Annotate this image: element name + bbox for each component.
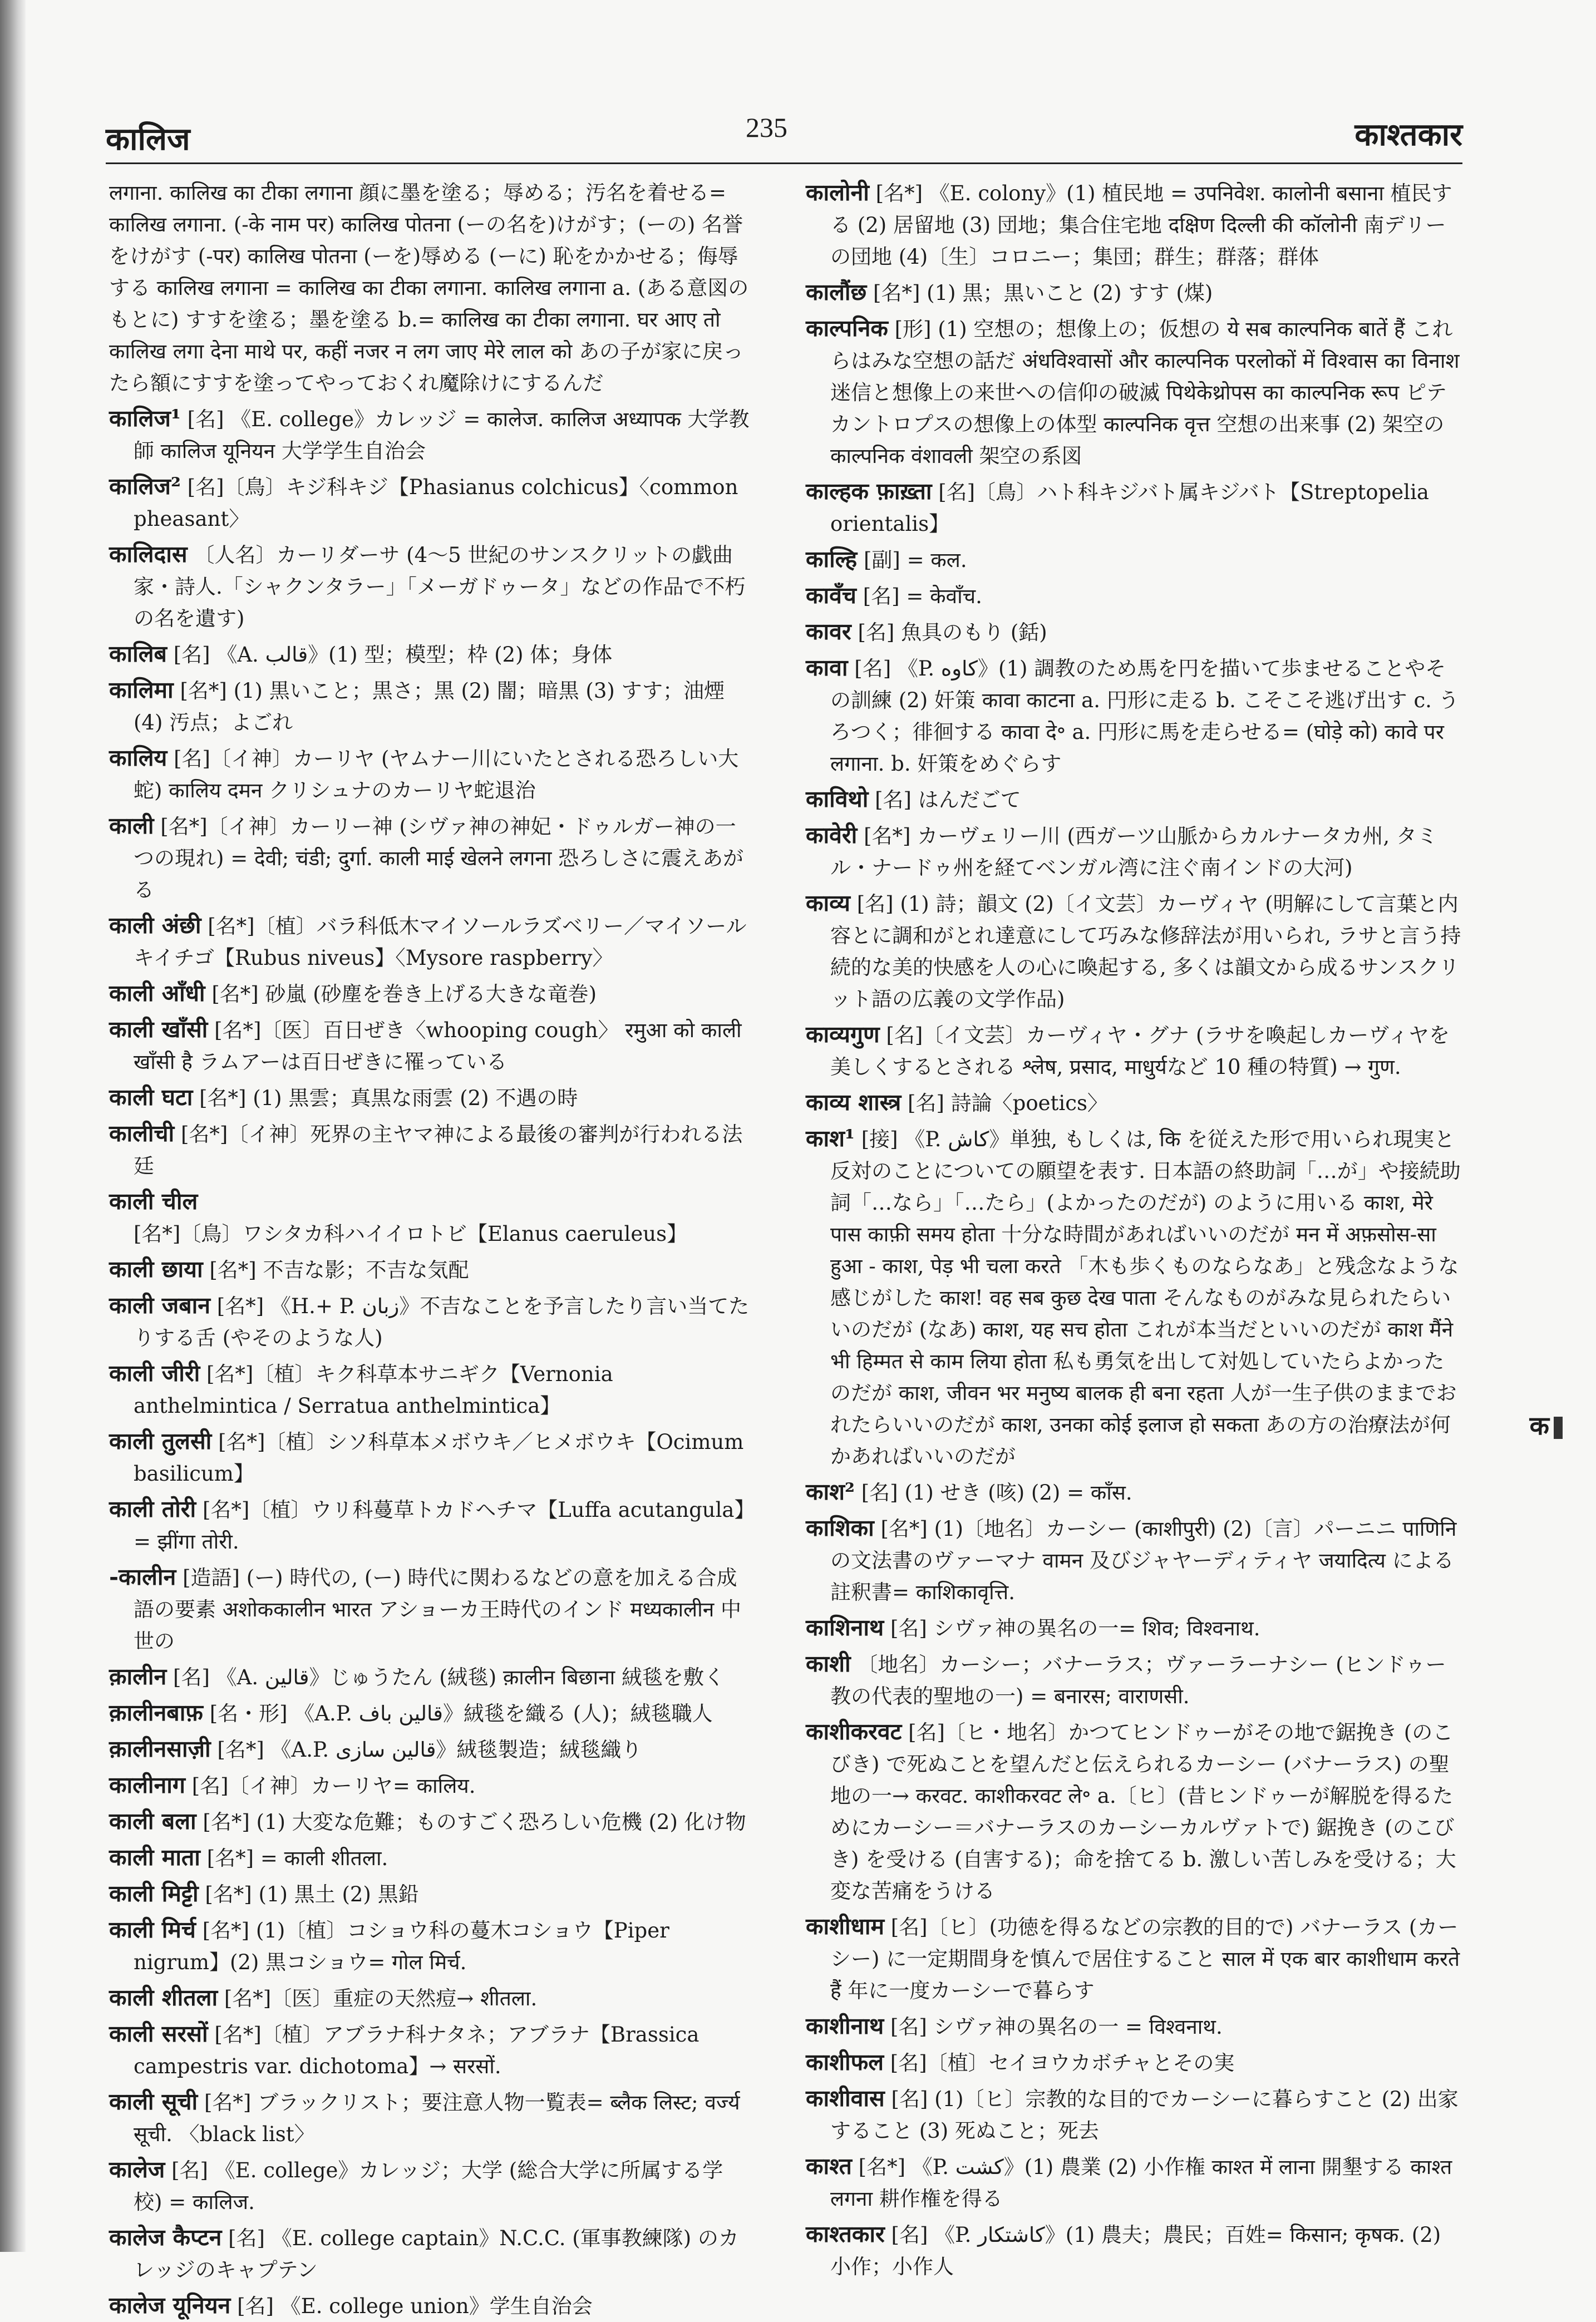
- dictionary-entry: [109, 1878, 750, 1910]
- dictionary-entry: [806, 2010, 1464, 2043]
- entry-definition: [名・形] 《A.P. قالين باف》絨毯を織る (人)；絨毯職人: [209, 1702, 713, 1726]
- entry-definition: [名]〔鳥〕キジ科キジ【Phasianus colchicus】〈common pheasant〉: [134, 475, 738, 531]
- page-number: 235: [746, 112, 787, 143]
- entry-definition: [名*] 砂嵐 (砂塵を巻き上げる大きな竜巻): [211, 982, 597, 1006]
- dictionary-entry: [109, 1561, 750, 1657]
- entry-headword: काली माता: [109, 1844, 200, 1871]
- entry-definition: [名] = केवाँच.: [863, 584, 982, 608]
- entry-definition: [名]〔ヒ〕(功徳を得るなどの宗教的目的で) バナーラス (カーシー) に一定期間身を慎んで居住すること साल में एक बार काशीधाम करते हैं 年に一度カーシーで暮らす: [830, 1915, 1460, 2003]
- dictionary-entry: [806, 1648, 1464, 1712]
- entry-definition: [名]〔イ神〕カーリヤ (ヤムナー川にいたとされる恐ろしい大蛇) कालिय दमन クリシュナのカーリヤ蛇退治: [134, 747, 739, 802]
- entry-headword: काशीफल: [806, 2049, 884, 2075]
- entry-definition: 〔地名〕カーシー；バナーラス；ヴァーラーナシー (ヒンドゥー教の代表的聖地の一) = बनारस; वाराणसी.: [830, 1653, 1446, 1708]
- entry-definition: [名*]〔医〕百日ぜき〈whooping cough〉 रमुआ को काली खाँसी है ラムアーは百日ぜきに罹っている: [134, 1018, 742, 1074]
- entry-headword: कालेज: [109, 2156, 165, 2183]
- dictionary-entry: [806, 2151, 1464, 2215]
- entry-headword: काश्तकार: [806, 2221, 885, 2247]
- entry-headword: क़ालीनसाज़ी: [109, 1736, 211, 1762]
- dictionary-entry: [806, 1612, 1464, 1644]
- entry-definition: [名*]〔イ神〕死界の主ヤマ神による最後の審判が行われる法廷: [134, 1122, 743, 1178]
- entry-definition: [名*] ブラックリスト；要注意人物一覧表= ब्लैक लिस्ट; वर्ज्य सूची. 〈black list〉: [134, 2091, 740, 2146]
- dictionary-entry: [109, 2154, 750, 2218]
- entry-definition: [名]〔ヒ・地名〕かつてヒンドゥーがその地で鋸挽き (のこびき) で死ぬことを望んだと伝えられるカーシー (バナーラス) の聖地の一→ करवट. काशीकरवट ले॰ a.〔ヒ〕(昔ヒンドゥーが解脱を得るためにカーシー＝バナーラスのカーシーカルヴァトで) 鋸挽き (のこびき) を受ける (自害する)；命を捨てる b. 激しい苦しみを受ける；大変な苦痛をうける: [830, 1720, 1456, 1903]
- entry-headword: काली छाया: [109, 1256, 203, 1283]
- entry-headword: कालिमा: [109, 677, 174, 703]
- entry-headword: काश्त: [806, 2153, 852, 2180]
- entry-headword: काली बला: [109, 1808, 196, 1835]
- entry-definition: [名*]〔植〕バラ科低木マイソールラズベリー／マイソールキイチゴ【Rubus niveus】〈Mysore raspberry〉: [134, 914, 747, 970]
- entry-headword: कालोनी: [806, 179, 869, 206]
- entry-definition: [名*] (1) 黒土 (2) 黒鉛: [205, 1882, 419, 1906]
- entry-definition: [名] 《E. college》カレッジ；大学 (総合大学に所属する学校) = कालिज.: [134, 2158, 723, 2214]
- entry-definition: [名]〔イ文芸〕カーヴィヤ・グナ (ラサを喚起しカーヴィヤを美しくするとされる श्लेष, प्रसाद, माधुर्यなど 10 種の特質) → गुण.: [830, 1023, 1450, 1079]
- left-guide-word: कालिज: [106, 121, 190, 157]
- entry-headword: काशीकरवट: [806, 1718, 902, 1745]
- dictionary-entry: [109, 403, 750, 467]
- entry-headword: कालेज कैप्टन: [109, 2224, 222, 2251]
- entry-headword: काल्पनिक: [806, 315, 888, 342]
- dictionary-entry: [109, 810, 750, 906]
- dictionary-entry: [109, 1254, 750, 1286]
- entry-headword: क़ालीनबाफ़: [109, 1699, 203, 1726]
- right-guide-word: काश्तकार: [1354, 116, 1462, 153]
- entry-definition: [名*]〔植〕ウリ科蔓草トカドヘチマ【Luffa acutangula】= झींगा तोरी.: [134, 1498, 745, 1554]
- dictionary-entry: [109, 1493, 750, 1557]
- entry-definition: [名*] カーヴェリー川 (西ガーツ山脈からカルナータカ州, タミル・ナードゥ州を経てベンガル湾に注ぐ南インドの大河): [830, 824, 1437, 880]
- entry-definition: [名*] = काली शीतला.: [206, 1846, 388, 1870]
- entry-definition: [名*] 不吉な影；不吉な気配: [209, 1258, 469, 1282]
- entry-definition: 〔人名〕カーリダーサ (4〜5 世紀のサンスクリットの戯曲家・詩人.「シャクンタラー」「メーガドゥータ」などの作品で不朽の名を遺す): [134, 543, 746, 630]
- header-rule: [106, 162, 1462, 164]
- dictionary-entry: [806, 820, 1464, 884]
- dictionary-entry: [109, 742, 750, 806]
- dictionary-entry: [806, 1019, 1464, 1083]
- dictionary-entry: [806, 476, 1464, 540]
- entry-definition: [名] 《A. قالين》じゅうたん (絨毯) क़ालीन बिछाना 絨毯を敷く: [173, 1665, 725, 1689]
- entry-definition: [名*]〔鳥〕ワシタカ科ハイイロトビ【Elanus caeruleus】: [134, 1222, 688, 1246]
- entry-definition: [名] (1) 詩；韻文 (2)〔イ文芸〕カーヴィヤ (明解にして言葉と内容とに調和がとれ達意にして巧みな修辞法が用いられ, ラサと言う持続的な美的快感を人の心に喚起する, 多くは韻文から成るサンスクリット語の広義の文学作品): [830, 892, 1461, 1011]
- dictionary-entry: [109, 1982, 750, 2014]
- dictionary-entry: [109, 1426, 750, 1490]
- entry-headword: कालीनाग: [109, 1772, 185, 1798]
- dictionary-entry: [109, 1914, 750, 1978]
- entry-definition: [名*] (1) 黒雲；真黒な雨雲 (2) 不遇の時: [199, 1086, 578, 1110]
- entry-definition: [接] 《P. کاش》単独, もしくは, कि を従えた形で用いられ現実と反対のことについての願望を表す. 日本語の終助詞「…が」や接続助詞「…なら」「…たら」(よかったのだが) のように用いる काश, मेरे पास काफ़ी समय होता 十分な時間があればいいのだが मन में अफ़सोस-सा हुआ - काश, पेड़ भी चला करते 「木も歩くものならなあ」と残念なような感じがした काश! वह सब कुछ देख पाता そんなものがみな見られたらいいのだが (なあ) काश, यह सच होता これが本当だといいのだが काश मैंने भी हिम्मत से काम लिया होता 私も勇気を出して対処していたらよかったのだが काश, जीवन भर मनुष्य बालक ही बना रहता 人が一生子供のままでおれたらいいのだが काश, उनका कोई इलाज हो सकता あの方の治療法が何かあればいいのだが: [830, 1127, 1461, 1468]
- entry-definition: [名]〔鳥〕ハト科キジバト属キジバト【Streptopelia orientalis】: [830, 480, 1429, 536]
- book-spine-shadow: [0, 0, 26, 2252]
- entry-headword: कालिय: [109, 745, 168, 771]
- dictionary-entry: [806, 177, 1464, 273]
- dictionary-entry: [806, 1123, 1464, 1472]
- dictionary-entry: [109, 1661, 750, 1693]
- entry-definition: [名*] 《E. colony》(1) 植民地 = उपनिवेश. कालोनी बसाना 植民する (2) 居留地 (3) 団地；集合住宅地 दक्षिण दिल्ली की कॉलोनी 南デリーの団地 (4)〔生〕コロニー；集団；群生；群落；群体: [830, 181, 1452, 269]
- dictionary-entry: [806, 544, 1464, 576]
- dictionary-entry: [109, 1733, 750, 1766]
- entry-definition: [名*] 《A.P. قالين سازى》絨毯製造；絨毯織り: [217, 1738, 642, 1762]
- dictionary-entry: [109, 177, 750, 399]
- dictionary-entry: [109, 1358, 750, 1422]
- entry-headword: काश²: [806, 1478, 855, 1505]
- entry-definition: [名] 詩論〈poetics〉: [908, 1091, 1108, 1115]
- dictionary-entry: [109, 1290, 750, 1354]
- entry-definition: [名*]〔植〕アブラナ科ナタネ；アブラナ【Brassica campestris var. dichotoma】→ सरसों.: [134, 2023, 700, 2078]
- entry-definition: [名] 魚具のもり (銛): [858, 620, 1047, 644]
- dictionary-entry: [109, 2086, 750, 2150]
- dictionary-entry: [109, 1842, 750, 1874]
- entry-headword: काल्हि: [806, 546, 858, 573]
- entry-definition: [名] はんだごて: [875, 788, 1021, 812]
- entry-definition: [名]〔植〕セイヨウカボチャとその実: [890, 2051, 1235, 2075]
- entry-headword: काशी: [806, 1650, 851, 1677]
- entry-headword: कावर: [806, 618, 851, 645]
- dictionary-entry: [806, 580, 1464, 612]
- entry-headword: काली सूची: [109, 2088, 198, 2115]
- entry-headword: काशीधाम: [806, 1913, 884, 1940]
- dictionary-entry: [109, 2018, 750, 2082]
- dictionary-entry: [109, 2222, 750, 2286]
- thumb-index-tab: [1530, 1408, 1563, 1442]
- entry-definition: [名] 《P. کاشتکار》(1) 農夫；農民；百姓= किसान; कृषक. (2) 小作；小作人: [830, 2223, 1441, 2279]
- dictionary-entry: [109, 1082, 750, 1114]
- entry-headword: काली सरसों: [109, 2020, 208, 2047]
- entry-headword: काशीवास: [806, 2085, 885, 2112]
- entry-headword: कालिदास: [109, 541, 188, 568]
- dictionary-entry: [109, 638, 750, 671]
- entry-definition: [名*] (1) 黒いこと；黒さ；黒 (2) 闇；暗黒 (3) すす；油煙 (4) 汚点；よごれ: [134, 679, 725, 734]
- entry-headword: काविथो: [806, 786, 869, 812]
- entry-headword: काशीनाथ: [806, 2013, 884, 2039]
- entry-headword: काश¹: [806, 1125, 855, 1152]
- dictionary-entry: [806, 652, 1464, 780]
- entry-definition: [名] 《E. college》カレッジ = कालेज. कालिज अध्यापक 大学教師 कालिज यूनियन 大学学生自治会: [134, 407, 750, 463]
- entry-definition: [名*]〔植〕シソ科草本メボウキ／ヒメボウキ【Ocimum basilicum】: [134, 1430, 744, 1486]
- dictionary-entry: [109, 978, 750, 1010]
- dictionary-entry: [109, 1806, 750, 1838]
- dictionary-entry: [109, 1118, 750, 1182]
- entry-definition: [名*]〔医〕重症の天然痘→ शीतला.: [224, 1986, 538, 2010]
- entry-headword: काव्य शास्त्र: [806, 1089, 902, 1116]
- entry-headword: काली खाँसी: [109, 1016, 208, 1043]
- entry-headword: कावँच: [806, 582, 856, 609]
- dictionary-entry: [806, 277, 1464, 309]
- entry-headword: कालौंछ: [806, 279, 867, 305]
- entry-definition: [名*] 《H.+ P. زبان》不吉なことを予言したり言い当てたりする舌 (やそのような人): [134, 1294, 750, 1350]
- dictionary-entry: [806, 1512, 1464, 1608]
- entry-headword: क़ालीन: [109, 1663, 167, 1690]
- entry-headword: काली: [109, 812, 154, 839]
- dictionary-entry: [109, 910, 750, 974]
- thumb-index-bar: [1554, 1417, 1563, 1439]
- entry-definition: [名] シヴァ神の異名の一 = विश्वनाथ.: [890, 2015, 1223, 2039]
- dictionary-entry: [109, 1014, 750, 1078]
- entry-headword: कालिज²: [109, 473, 181, 500]
- entry-definition: [名*]〔植〕キク科草本サニギク【Vernonia anthelmintica / Serratua anthelmintica】: [134, 1362, 613, 1418]
- dictionary-entry: [806, 2083, 1464, 2147]
- dictionary-entry: [109, 674, 750, 738]
- entry-definition: [造語] (ー) 時代の, (ー) 時代に関わるなどの意を加える合成語の要素 अशोककालीन भारत アショーカ王時代のインド मध्यकालीन 中世の: [134, 1566, 741, 1653]
- entry-headword: काली तुलसी: [109, 1428, 212, 1455]
- entry-headword: कालेज यूनियन: [109, 2292, 231, 2319]
- dictionary-entry: [806, 313, 1464, 472]
- entry-headword: -कालीन: [109, 1564, 176, 1590]
- entry-headword: काशिनाथ: [806, 1614, 884, 1641]
- dictionary-entry: [806, 888, 1464, 1015]
- dictionary-entry: [109, 2290, 750, 2322]
- entry-definition: [名] 《A. قالب》(1) 型；模型；枠 (2) 体；身体: [173, 643, 613, 667]
- entry-headword: काली घटा: [109, 1084, 193, 1111]
- dictionary-entry: [109, 539, 750, 634]
- entry-headword: कालीची: [109, 1120, 175, 1147]
- entry-headword: काली अंछी: [109, 912, 201, 939]
- entry-headword: काली तोरी: [109, 1496, 196, 1522]
- dictionary-entry: [109, 1186, 750, 1250]
- entry-headword: काशिका: [806, 1515, 874, 1541]
- entry-headword: काली आँधी: [109, 980, 205, 1007]
- dictionary-entry: [806, 1716, 1464, 1907]
- entry-definition: लगाना. कालिख का टीका लगाना 顔に墨を塗る；辱める；汚名を着せる= कालिख लगाना. (-के नाम पर) कालिख पोतना (ーの名を)けがす；(ーの) 名誉をけがす (-पर) कालिख पोतना (ーを)辱める (ーに) 恥をかかせる；侮辱する कालिख लगाना = कालिख का टीका लगाना. कालिख लगाना a. (ある意図のもとに) すすを塗る；墨を塗る b.= कालिख का टीका लगाना. घर आए तो कालिख लगा देना माथे पर, कहीं नजर न लग जाए मेरे लाल को あの子が家に戻ったら額にすすを塗ってやっておくれ魔除けにするんだ: [109, 181, 749, 395]
- entry-definition: [名*] (1)〔地名〕カーシー (काशीपुरी) (2)〔言〕パーニニ पाणिनि の文法書のヴァーマナ वामन 及びジャヤーディティヤ जयादित्य による註釈書= काशिकावृत्ति.: [830, 1517, 1457, 1604]
- entry-headword: कालिब: [109, 640, 167, 667]
- entry-definition: [名] (1)〔ヒ〕宗教的な目的でカーシーに暮らすこと (2) 出家すること (3) 死ぬこと；死去: [830, 2087, 1459, 2143]
- entry-headword: काव्य: [806, 890, 850, 916]
- entry-definition: [名*]〔イ神〕カーリー神 (シヴァ神の神妃・ドゥルガー神の一つの現れ) = देवी; चंडी; दुर्गा. काली माई खेलने लगना 恐ろしさに震えあがる: [134, 815, 744, 902]
- dictionary-entry: [109, 1769, 750, 1802]
- entry-headword: काली मिट्टी: [109, 1880, 199, 1907]
- entry-headword: काल्हक फ़ाख़्ता: [806, 478, 932, 505]
- dictionary-entry: [806, 1476, 1464, 1508]
- entry-headword: काली जीरी: [109, 1360, 200, 1387]
- dictionary-entry: [806, 1911, 1464, 2007]
- dictionary-entry: [806, 783, 1464, 816]
- page-header: [106, 106, 1462, 156]
- entry-headword: काली शीतला: [109, 1984, 218, 2011]
- entry-definition: [名] 《E. college captain》N.C.C. (軍事教練隊) のカレッジのキャプテン: [134, 2226, 739, 2282]
- entry-definition: [名] 《P. کاوه》(1) 調教のため馬を円を描いて歩ませることやその訓練 (2) 奸策 कावा काटना a. 円形に走る b. こそこそ逃げ出す c. うろつく；徘徊する कावा दे॰ a. 円形に馬を走らせる= (घोड़े को) कावे पर लगाना. b. 奸策をめぐらす: [830, 657, 1459, 776]
- entry-definition: [副] = कल.: [863, 548, 967, 572]
- dictionary-entry: [806, 2219, 1464, 2282]
- dictionary-entry: [806, 2047, 1464, 2079]
- entry-definition: [名] 《E. college union》学生自治会: [237, 2294, 593, 2318]
- dictionary-entry: [109, 1697, 750, 1729]
- entry-headword: काव्यगुण: [806, 1021, 880, 1048]
- entry-definition: [形] (1) 空想の；想像上の；仮想の ये सब काल्पनिक बातें हैं これらはみな空想の話だ अंधविश्वासों और काल्पनिक परलोकों में विश्वास का विनाश 迷信と想像上の来世への信仰の破滅 पिथेकेथ्रोपस का काल्पनिक रूप ピテカントロプスの想像上の体型 काल्पनिक वृत्त 空想の出来事 (2) 架空の काल्पनिक वंशावली 架空の系図: [830, 317, 1460, 468]
- entry-definition: [名] (1) せき (咳) (2) = काँस.: [861, 1481, 1132, 1505]
- entry-definition: [名] シヴァ神の異名の一= शिव; विश्वनाथ.: [890, 1616, 1260, 1640]
- right-column: [806, 177, 1464, 2279]
- entry-headword: कालिज¹: [109, 405, 181, 432]
- entry-definition: [名*] (1)〔植〕コショウ科の蔓木コショウ【Piper nigrum】(2) 黒コショウ= गोल मिर्च.: [134, 1919, 669, 1974]
- entry-definition: [名*] 《P. کشت》(1) 農業 (2) 小作権 काश्त में लाना 開墾する काश्त लगना 耕作権を得る: [830, 2155, 1452, 2211]
- entry-definition: [名*] (1) 黒；黒いこと (2) すす (煤): [873, 281, 1213, 305]
- entry-definition: [名]〔イ神〕カーリヤ= कालिय.: [191, 1774, 476, 1798]
- entry-headword: काली मिर्च: [109, 1916, 196, 1943]
- dictionary-entry: [806, 1087, 1464, 1119]
- left-column: [109, 177, 750, 2319]
- dictionary-entry: [806, 616, 1464, 648]
- thumb-index-letter: क: [1529, 1411, 1549, 1441]
- entry-headword: काली चील: [109, 1188, 198, 1215]
- entry-headword: कावा: [806, 654, 848, 681]
- entry-headword: काली जबान: [109, 1292, 211, 1319]
- entry-definition: [名*] (1) 大変な危難；ものすごく恐ろしい危機 (2) 化け物: [203, 1810, 746, 1834]
- entry-headword: कावेरी: [806, 822, 858, 849]
- dictionary-entry: [109, 471, 750, 535]
